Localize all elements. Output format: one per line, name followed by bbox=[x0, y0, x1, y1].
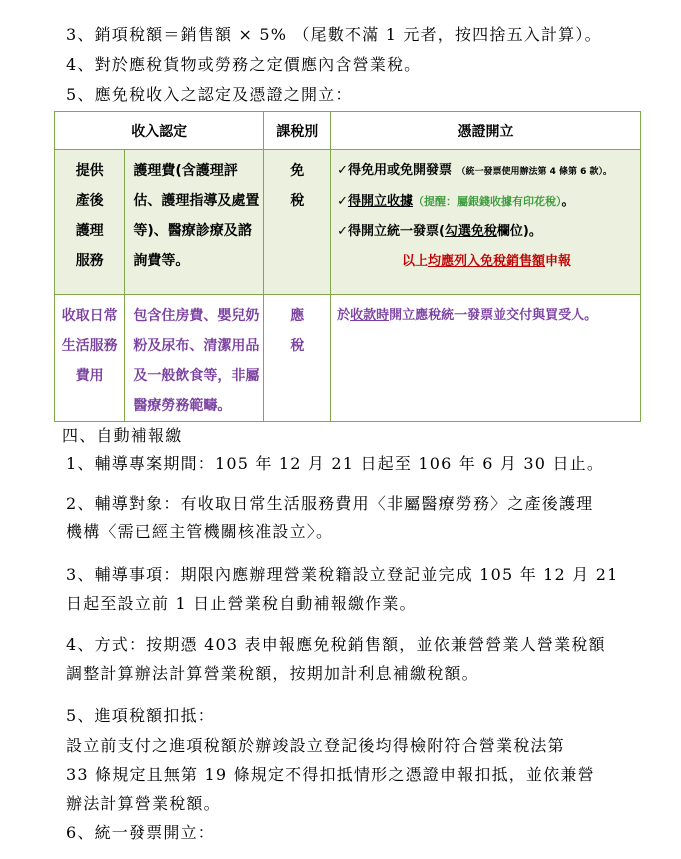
table-row bbox=[55, 150, 641, 295]
voucher-option-1: ✓得免用或免開發票 （統一發票使用辦法第 4 條第 6 款）。 bbox=[337, 163, 613, 178]
voucher-option-2: ✓得開立收據（提醒：屬銀錢收據有印花稅）。 bbox=[337, 194, 575, 209]
header-tax-type: 課稅別 bbox=[264, 112, 331, 150]
row2-items: 包含住房費、嬰兒奶 粉及尿布、清潔用品 及一般飲食等，非屬 醫療勞務範疇。 bbox=[125, 295, 264, 422]
header-income: 收入認定 bbox=[55, 112, 264, 150]
section-4-item-4b: 調整計算辦法計算營業稅額，按期加計利息補繳稅額。 bbox=[66, 664, 479, 683]
table-row bbox=[55, 295, 641, 422]
section-4-heading: 四、自動補報繳 bbox=[62, 426, 183, 445]
section-4-item-5: 5、進項稅額扣抵： bbox=[66, 706, 215, 725]
section-4-item-5b: 33 條規定且無第 19 條規定不得扣抵情形之憑證申報扣抵，並依兼營 bbox=[66, 765, 595, 784]
voucher-summary: 以上均應列入免稅銷售額申報 bbox=[402, 254, 572, 269]
row1-items: 護理費(含護理評 估、護理指導及處置 等)、醫療診療及諮 詢費等。 bbox=[125, 150, 264, 295]
header-voucher: 憑證開立 bbox=[331, 112, 641, 150]
section-4-item-6: 6、統一發票開立： bbox=[66, 823, 215, 842]
section-4-item-1: 1、輔導專案期間：105 年 12 月 21 日起至 106 年 6 月 30 日止。 bbox=[66, 454, 605, 473]
section-4-item-5a: 設立前支付之進項稅額於辦竣設立登記後均得檢附符合營業稅法第 bbox=[66, 736, 565, 755]
row1-voucher bbox=[331, 150, 641, 295]
section-4-item-2b: 機構〈需已經主管機關核准設立〉。 bbox=[66, 522, 334, 541]
section-4-item-5c: 辦法計算營業稅額。 bbox=[66, 794, 221, 813]
intro-item-3: 3、銷項稅額＝銷售額 × 5% （尾數不滿 1 元者，按四捨五入計算）。 bbox=[66, 25, 602, 44]
voucher-option-3: ✓得開立統一發票(勾選免稅欄位)。 bbox=[337, 224, 542, 239]
row2-category: 收取日常 生活服務 費用 bbox=[55, 295, 125, 422]
row2-voucher: 於收款時開立應稅統一發票並交付與買受人。 bbox=[331, 295, 641, 422]
section-4-item-4a: 4、方式：按期憑 403 表申報應免稅銷售額，並依兼營營業人營業稅額 bbox=[66, 635, 606, 654]
section-4-item-3a: 3、輔導事項：期限內應辦理營業稅籍設立登記並完成 105 年 12 月 21 bbox=[66, 565, 619, 584]
table-header-row bbox=[55, 112, 641, 150]
row1-tax-type: 免 稅 bbox=[264, 150, 331, 295]
row2-tax-type: 應 稅 bbox=[264, 295, 331, 422]
section-4-item-2a: 2、輔導對象：有收取日常生活服務費用〈非屬醫療勞務〉之產後護理 bbox=[66, 494, 594, 513]
section-4-item-3b: 日起至設立前 1 日止營業稅自動補報繳作業。 bbox=[66, 594, 417, 613]
row1-category: 提供 產後 護理 服務 bbox=[55, 150, 125, 295]
tax-table bbox=[54, 111, 641, 422]
intro-item-5: 5、應免稅收入之認定及憑證之開立： bbox=[66, 85, 353, 104]
intro-item-4: 4、對於應稅貨物或勞務之定價應內含營業稅。 bbox=[66, 55, 422, 74]
